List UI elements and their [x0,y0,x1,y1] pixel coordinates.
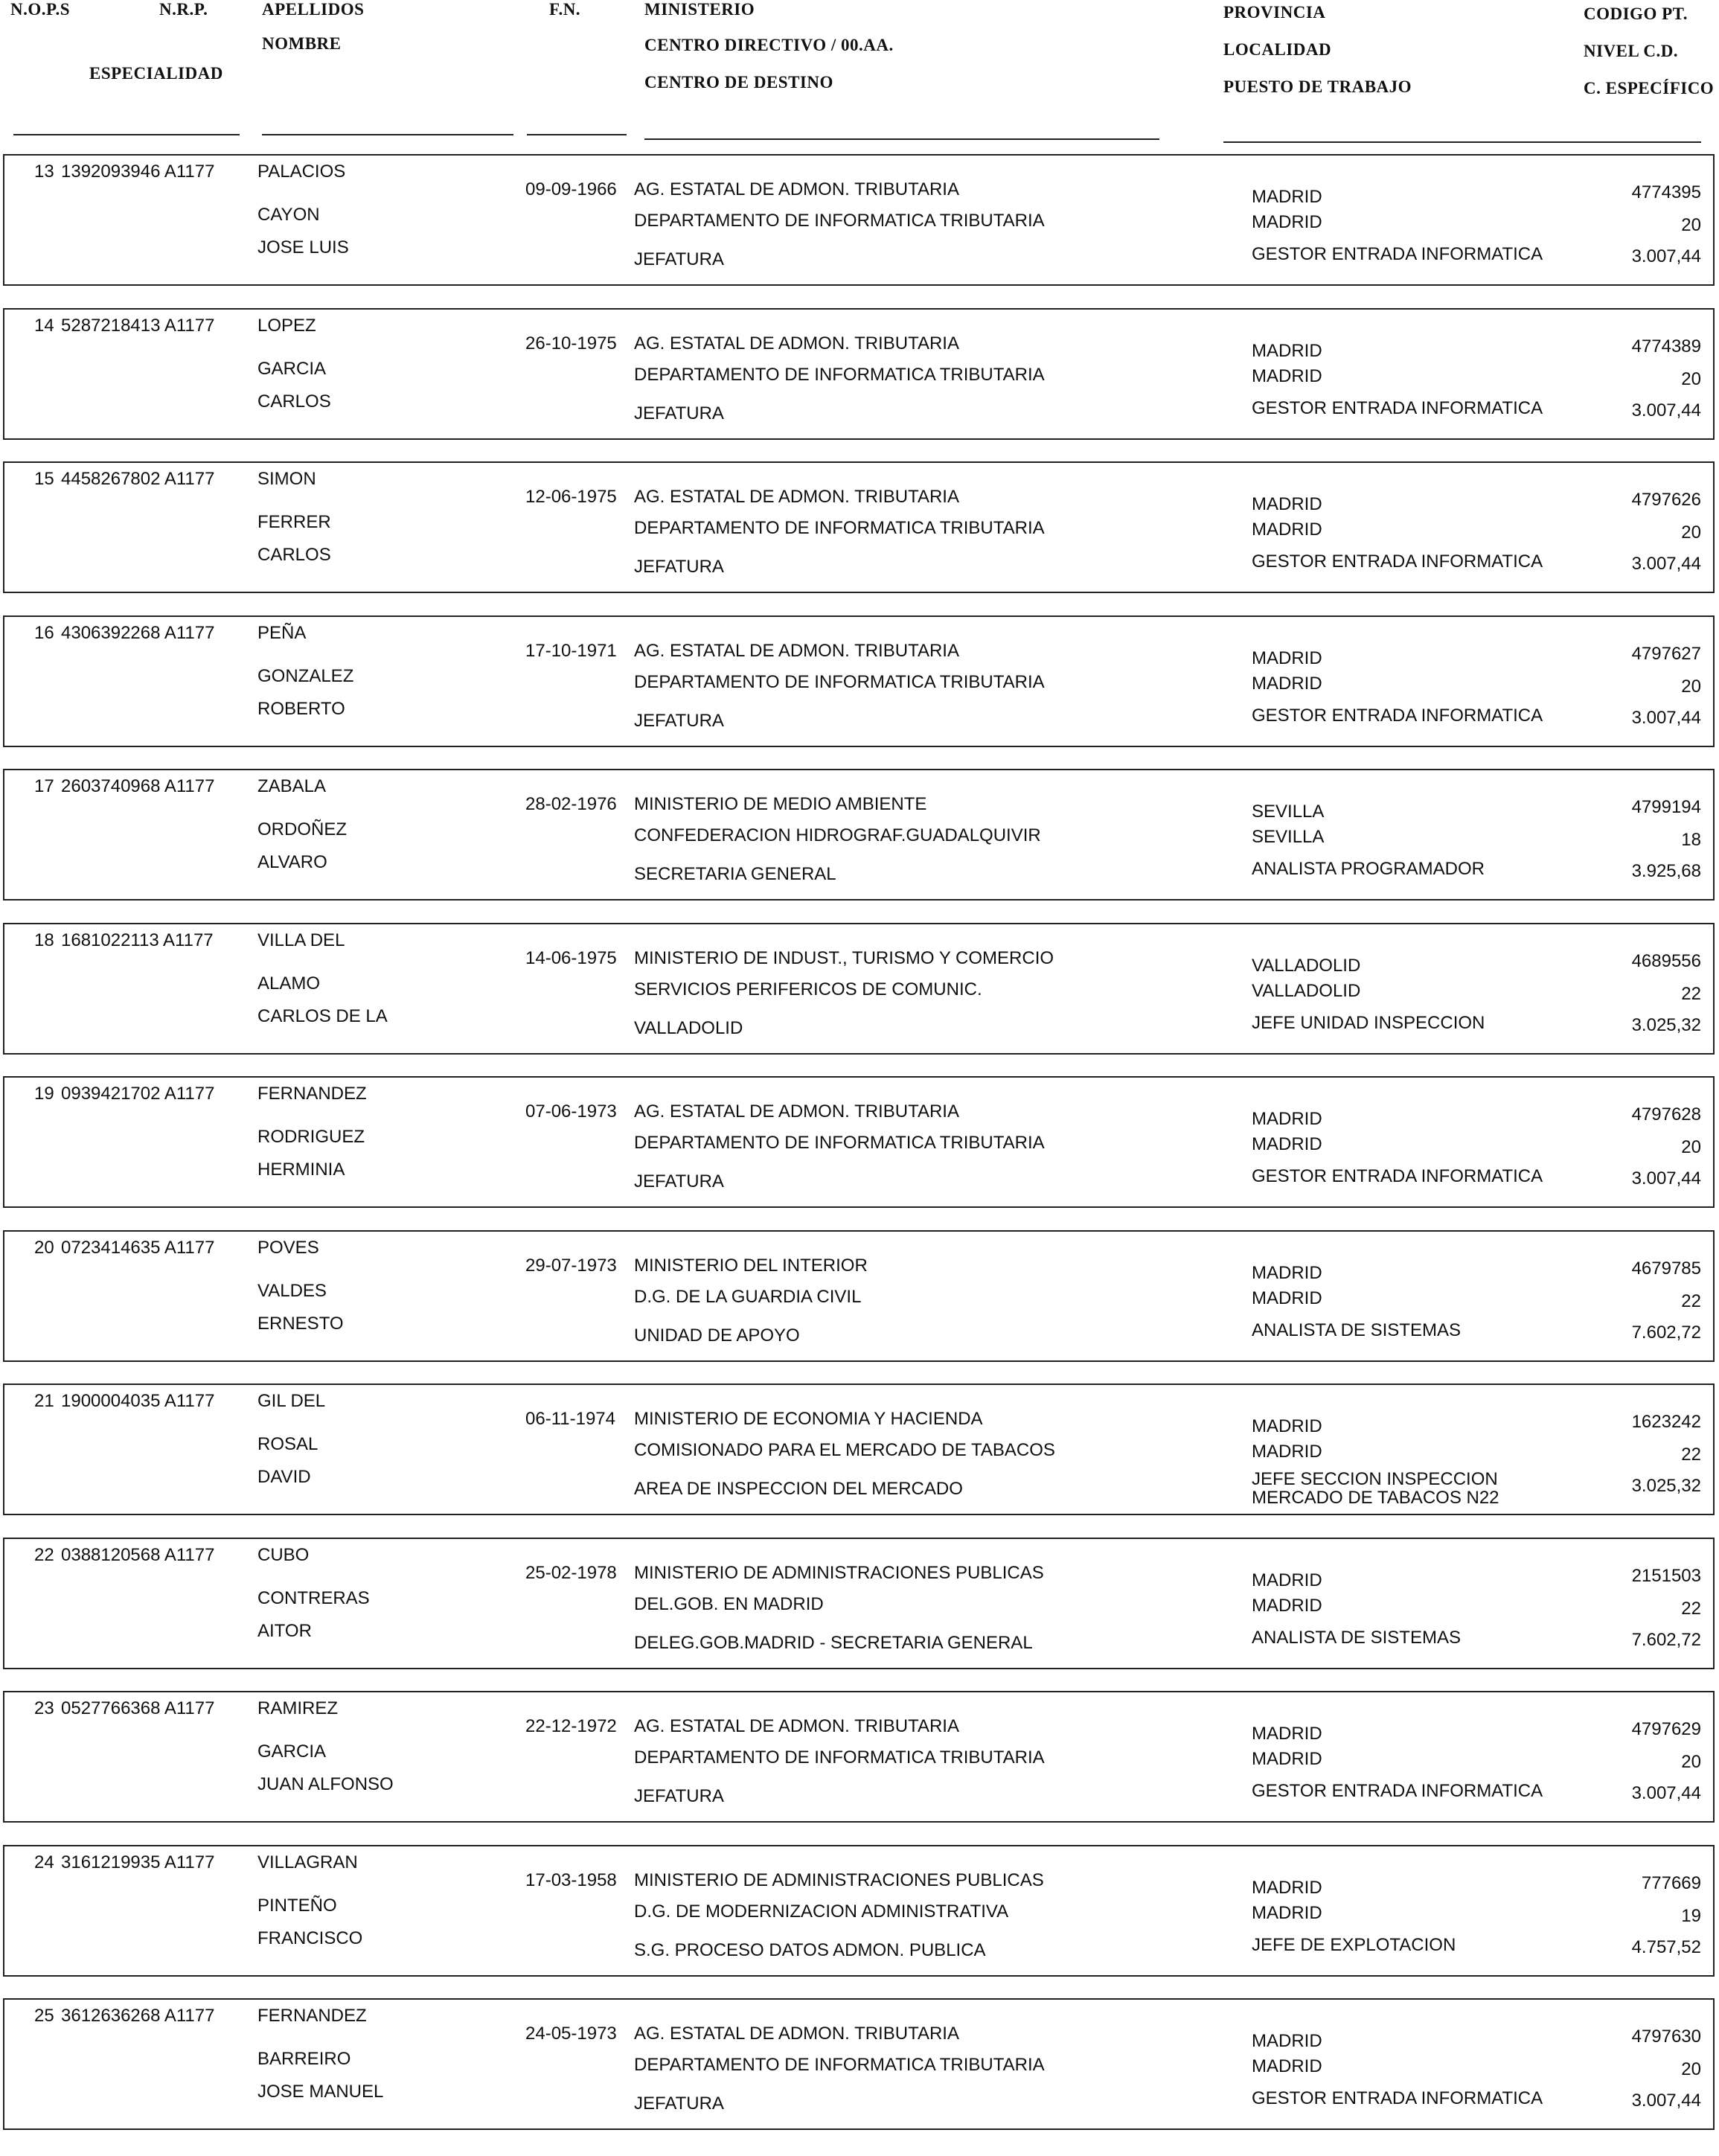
record-fecha-nacimiento: 17-03-1958 [525,1870,617,1890]
record-centro-destino: JEFATURA [634,711,724,731]
record-nombre: ROBERTO [257,699,345,719]
record-codigo-pt: 4799194 [1631,797,1701,817]
record-number: 23 [34,1698,54,1718]
record-nombre: HERMINIA [257,1159,345,1180]
record-number: 24 [34,1852,54,1872]
record-apellido2: PINTEÑO [257,1896,337,1916]
record-centro-directivo: DEPARTAMENTO DE INFORMATICA TRIBUTARIA [634,1747,1045,1768]
record-entry [3,308,1715,440]
record-apellido1: ZABALA [257,776,327,796]
record-apellido1: PALACIOS [257,161,346,182]
record-nrp: 1900004035 A1177 [61,1391,215,1411]
record-apellido2: FERRER [257,512,331,532]
record-localidad: MADRID [1252,1903,1322,1923]
record-nrp: 4306392268 A1177 [61,623,215,643]
record-localidad: MADRID [1252,1288,1322,1308]
record-localidad: MADRID [1252,366,1322,386]
record-apellido2: ROSAL [257,1434,318,1454]
record-entry [3,769,1715,901]
record-entry [3,1998,1715,2130]
record-entry [3,1384,1715,1515]
record-fecha-nacimiento: 25-02-1978 [525,1563,617,1583]
record-apellido2: CONTRERAS [257,1588,370,1608]
header-rule [262,134,513,135]
record-apellido1: FERNANDEZ [257,2006,367,2026]
record-ministerio: AG. ESTATAL DE ADMON. TRIBUTARIA [634,1101,959,1122]
record-complemento-especifico: 3.007,44 [1631,2091,1701,2111]
record-codigo-pt: 4679785 [1631,1258,1701,1279]
record-apellido1: SIMON [257,469,316,489]
header-apellidos: APELLIDOS [262,0,365,19]
record-provincia: MADRID [1252,341,1322,361]
record-complemento-especifico: 7.602,72 [1631,1630,1701,1650]
record-number: 25 [34,2006,54,2026]
record-nombre: ALVARO [257,852,327,872]
record-codigo-pt: 4774395 [1631,182,1701,202]
record-ministerio: AG. ESTATAL DE ADMON. TRIBUTARIA [634,2024,959,2044]
record-apellido1: VILLA DEL [257,930,345,950]
record-complemento-especifico: 3.007,44 [1631,1783,1701,1803]
record-centro-directivo: D.G. DE LA GUARDIA CIVIL [634,1287,862,1307]
record-localidad: VALLADOLID [1252,981,1361,1001]
record-centro-directivo: DEPARTAMENTO DE INFORMATICA TRIBUTARIA [634,2055,1045,2075]
record-nrp: 1392093946 A1177 [61,161,215,182]
record-entry [3,1845,1715,1977]
record-nombre: JUAN ALFONSO [257,1774,394,1794]
record-centro-destino: S.G. PROCESO DATOS ADMON. PUBLICA [634,1940,986,1960]
record-entry [3,154,1715,286]
record-ministerio: MINISTERIO DEL INTERIOR [634,1255,868,1276]
record-ministerio: AG. ESTATAL DE ADMON. TRIBUTARIA [634,1716,959,1736]
record-nrp: 1681022113 A1177 [61,930,214,950]
record-nrp: 0388120568 A1177 [61,1545,215,1565]
record-entry [3,923,1715,1055]
record-apellido2: RODRIGUEZ [257,1127,365,1147]
record-apellido2: BARREIRO [257,2049,351,2069]
record-centro-destino: JEFATURA [634,1786,724,1806]
record-centro-directivo: DEL.GOB. EN MADRID [634,1594,824,1614]
header-fn: F.N. [549,0,581,19]
record-nivel-cd: 22 [1681,984,1701,1004]
record-codigo-pt: 4797630 [1631,2027,1701,2047]
record-puesto: JEFE UNIDAD INSPECCION [1252,1013,1485,1033]
record-centro-destino: JEFATURA [634,249,724,269]
record-apellido2: CAYON [257,205,320,225]
record-centro-directivo: CONFEDERACION HIDROGRAF.GUADALQUIVIR [634,825,1041,845]
record-centro-destino: JEFATURA [634,2093,724,2114]
record-entry [3,615,1715,747]
record-apellido2: ALAMO [257,973,321,994]
record-complemento-especifico: 4.757,52 [1631,1937,1701,1957]
record-codigo-pt: 4797627 [1631,644,1701,664]
record-nivel-cd: 20 [1681,676,1701,697]
record-puesto: JEFE SECCION INSPECCION MERCADO DE TABACOS N22 [1252,1469,1499,1509]
record-fecha-nacimiento: 24-05-1973 [525,2024,617,2044]
record-nrp: 0939421702 A1177 [61,1084,215,1104]
record-codigo-pt: 4689556 [1631,951,1701,971]
record-complemento-especifico: 3.007,44 [1631,708,1701,728]
record-fecha-nacimiento: 29-07-1973 [525,1255,617,1276]
record-apellido1: POVES [257,1238,319,1258]
header-puesto: PUESTO DE TRABAJO [1223,77,1412,96]
record-centro-directivo: DEPARTAMENTO DE INFORMATICA TRIBUTARIA [634,672,1045,692]
record-apellido1: RAMIREZ [257,1698,338,1718]
record-number: 18 [34,930,54,950]
record-centro-directivo: DEPARTAMENTO DE INFORMATICA TRIBUTARIA [634,211,1045,231]
record-provincia: MADRID [1252,1416,1322,1436]
record-ministerio: AG. ESTATAL DE ADMON. TRIBUTARIA [634,487,959,507]
record-nivel-cd: 20 [1681,215,1701,235]
record-ministerio: MINISTERIO DE ADMINISTRACIONES PUBLICAS [634,1563,1044,1583]
record-puesto: JEFE DE EXPLOTACION [1252,1935,1456,1955]
record-puesto: GESTOR ENTRADA INFORMATICA [1252,2088,1543,2108]
record-number: 14 [34,316,54,336]
header-rule [644,138,1159,140]
record-complemento-especifico: 3.007,44 [1631,400,1701,420]
record-codigo-pt: 2151503 [1631,1566,1701,1586]
record-codigo-pt: 4797626 [1631,490,1701,510]
record-provincia: MADRID [1252,187,1322,207]
record-apellido2: GARCIA [257,359,327,379]
record-complemento-especifico: 3.925,68 [1631,861,1701,881]
record-centro-destino: AREA DE INSPECCION DEL MERCADO [634,1479,963,1499]
record-puesto: ANALISTA DE SISTEMAS [1252,1628,1461,1648]
record-nombre: CARLOS DE LA [257,1006,388,1026]
record-nombre: CARLOS [257,545,331,565]
record-centro-directivo: SERVICIOS PERIFERICOS DE COMUNIC. [634,979,982,999]
record-entry [3,1538,1715,1669]
record-fecha-nacimiento: 12-06-1975 [525,487,617,507]
record-localidad: MADRID [1252,1749,1322,1769]
record-puesto: GESTOR ENTRADA INFORMATICA [1252,706,1543,726]
record-nombre: ERNESTO [257,1314,344,1334]
record-ministerio: AG. ESTATAL DE ADMON. TRIBUTARIA [634,641,959,661]
record-localidad: MADRID [1252,519,1322,540]
record-entry [3,1230,1715,1362]
record-localidad: MADRID [1252,674,1322,694]
record-centro-destino: UNIDAD DE APOYO [634,1325,800,1346]
record-nivel-cd: 20 [1681,1752,1701,1772]
header-nivel-cd: NIVEL C.D. [1584,42,1679,60]
record-codigo-pt: 4797629 [1631,1719,1701,1739]
header-especialidad: ESPECIALIDAD [89,64,223,83]
record-provincia: SEVILLA [1252,802,1325,822]
record-nivel-cd: 19 [1681,1906,1701,1926]
record-complemento-especifico: 3.025,32 [1631,1476,1701,1496]
record-puesto: GESTOR ENTRADA INFORMATICA [1252,398,1543,418]
header-provincia: PROVINCIA [1223,3,1326,22]
record-nrp: 0723414635 A1177 [61,1238,215,1258]
record-nivel-cd: 20 [1681,369,1701,389]
header-nombre: NOMBRE [262,34,342,53]
record-apellido1: GIL DEL [257,1391,326,1411]
record-complemento-especifico: 3.007,44 [1631,1168,1701,1189]
record-localidad: MADRID [1252,1596,1322,1616]
record-nivel-cd: 20 [1681,522,1701,543]
record-fecha-nacimiento: 26-10-1975 [525,333,617,354]
record-complemento-especifico: 3.007,44 [1631,246,1701,266]
record-codigo-pt: 1623242 [1631,1412,1701,1432]
record-ministerio: MINISTERIO DE ECONOMIA Y HACIENDA [634,1409,983,1429]
record-centro-destino: DELEG.GOB.MADRID - SECRETARIA GENERAL [634,1633,1033,1653]
record-nivel-cd: 20 [1681,1137,1701,1157]
record-fecha-nacimiento: 17-10-1971 [525,641,617,661]
record-centro-destino: SECRETARIA GENERAL [634,864,836,884]
record-nivel-cd: 22 [1681,1599,1701,1619]
header-nrp: N.R.P. [159,0,208,19]
record-provincia: MADRID [1252,494,1322,514]
record-number: 17 [34,776,54,796]
record-centro-directivo: COMISIONADO PARA EL MERCADO DE TABACOS [634,1440,1055,1460]
record-nrp: 3612636268 A1177 [61,2006,215,2026]
record-localidad: MADRID [1252,212,1322,232]
record-fecha-nacimiento: 09-09-1966 [525,179,617,199]
record-apellido1: PEÑA [257,623,307,643]
record-localidad: MADRID [1252,1442,1322,1462]
record-centro-destino: JEFATURA [634,403,724,423]
record-nombre: JOSE LUIS [257,237,349,257]
record-nrp: 0527766368 A1177 [61,1698,215,1718]
record-apellido2: ORDOÑEZ [257,819,347,839]
record-apellido1: VILLAGRAN [257,1852,358,1872]
record-nrp: 3161219935 A1177 [61,1852,215,1872]
record-apellido1: FERNANDEZ [257,1084,367,1104]
record-centro-directivo: DEPARTAMENTO DE INFORMATICA TRIBUTARIA [634,518,1045,538]
record-fecha-nacimiento: 14-06-1975 [525,948,617,968]
record-puesto: GESTOR ENTRADA INFORMATICA [1252,1781,1543,1801]
record-number: 20 [34,1238,54,1258]
record-ministerio: MINISTERIO DE INDUST., TURISMO Y COMERCIO [634,948,1054,968]
record-centro-destino: VALLADOLID [634,1018,743,1038]
record-number: 15 [34,469,54,489]
record-ministerio: AG. ESTATAL DE ADMON. TRIBUTARIA [634,179,959,199]
record-codigo-pt: 4797628 [1631,1104,1701,1125]
header-centro-directivo: CENTRO DIRECTIVO / 00.AA. [644,36,894,54]
record-centro-directivo: DEPARTAMENTO DE INFORMATICA TRIBUTARIA [634,1133,1045,1153]
record-nombre: CARLOS [257,391,331,412]
record-fecha-nacimiento: 22-12-1972 [525,1716,617,1736]
record-apellido2: GONZALEZ [257,666,354,686]
header-ministerio: MINISTERIO [644,0,755,19]
record-puesto: GESTOR ENTRADA INFORMATICA [1252,244,1543,264]
header-localidad: LOCALIDAD [1223,40,1332,59]
record-number: 13 [34,161,54,182]
record-centro-destino: JEFATURA [634,1171,724,1191]
record-nrp: 5287218413 A1177 [61,316,215,336]
record-puesto: ANALISTA PROGRAMADOR [1252,859,1485,879]
record-entry [3,461,1715,593]
record-localidad: MADRID [1252,2056,1322,2076]
record-provincia: MADRID [1252,1570,1322,1590]
record-apellido1: LOPEZ [257,316,316,336]
record-nivel-cd: 18 [1681,830,1701,850]
record-nivel-cd: 22 [1681,1291,1701,1311]
record-provincia: MADRID [1252,1878,1322,1898]
record-nombre: DAVID [257,1467,311,1487]
record-codigo-pt: 777669 [1641,1873,1701,1893]
record-codigo-pt: 4774389 [1631,336,1701,356]
record-apellido1: CUBO [257,1545,310,1565]
record-apellido2: VALDES [257,1281,327,1301]
record-provincia: MADRID [1252,1724,1322,1744]
record-ministerio: MINISTERIO DE MEDIO AMBIENTE [634,794,927,814]
header-rule [1223,141,1701,143]
record-number: 21 [34,1391,54,1411]
header-centro-destino: CENTRO DE DESTINO [644,73,833,92]
record-provincia: MADRID [1252,1263,1322,1283]
record-nrp: 4458267802 A1177 [61,469,215,489]
record-number: 16 [34,623,54,643]
record-fecha-nacimiento: 07-06-1973 [525,1101,617,1122]
record-puesto: GESTOR ENTRADA INFORMATICA [1252,551,1543,572]
record-nivel-cd: 22 [1681,1445,1701,1465]
record-provincia: MADRID [1252,648,1322,668]
record-puesto: GESTOR ENTRADA INFORMATICA [1252,1166,1543,1186]
record-ministerio: MINISTERIO DE ADMINISTRACIONES PUBLICAS [634,1870,1044,1890]
record-nombre: AITOR [257,1621,312,1641]
record-ministerio: AG. ESTATAL DE ADMON. TRIBUTARIA [634,333,959,354]
record-provincia: VALLADOLID [1252,956,1361,976]
record-nrp: 2603740968 A1177 [61,776,215,796]
record-provincia: MADRID [1252,1109,1322,1129]
record-centro-directivo: D.G. DE MODERNIZACION ADMINISTRATIVA [634,1901,1009,1922]
record-centro-destino: JEFATURA [634,557,724,577]
record-number: 19 [34,1084,54,1104]
header-rule [13,134,240,135]
header-codigo-pt: CODIGO PT. [1584,4,1688,23]
record-provincia: MADRID [1252,2031,1322,2051]
record-complemento-especifico: 3.007,44 [1631,554,1701,574]
record-nombre: JOSE MANUEL [257,2082,384,2102]
record-centro-directivo: DEPARTAMENTO DE INFORMATICA TRIBUTARIA [634,365,1045,385]
header-rule [527,134,627,135]
record-fecha-nacimiento: 06-11-1974 [525,1409,615,1429]
record-number: 22 [34,1545,54,1565]
header-nops: N.O.P.S [10,0,70,19]
record-localidad: MADRID [1252,1134,1322,1154]
record-complemento-especifico: 3.025,32 [1631,1015,1701,1035]
record-nombre: FRANCISCO [257,1928,363,1948]
record-fecha-nacimiento: 28-02-1976 [525,794,617,814]
record-entry [3,1691,1715,1823]
record-complemento-especifico: 7.602,72 [1631,1322,1701,1343]
record-localidad: SEVILLA [1252,827,1325,847]
record-entry [3,1076,1715,1208]
record-nivel-cd: 20 [1681,2059,1701,2079]
record-apellido2: GARCIA [257,1741,327,1762]
header-c-especifico: C. ESPECÍFICO [1584,79,1715,97]
record-puesto: ANALISTA DE SISTEMAS [1252,1320,1461,1340]
